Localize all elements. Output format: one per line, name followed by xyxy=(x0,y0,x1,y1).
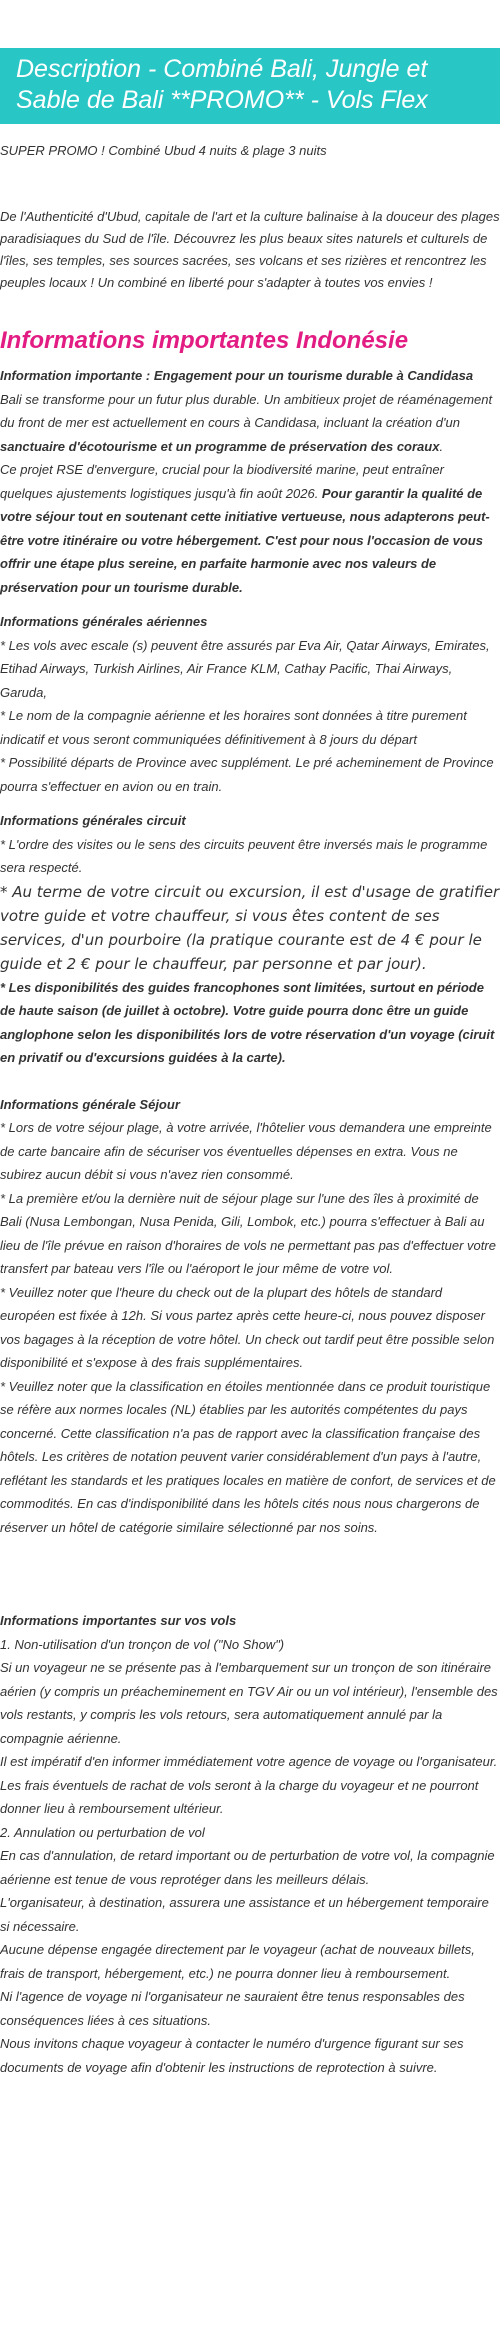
flights-line: 1. Non-utilisation d'un tronçon de vol ("No Show") xyxy=(0,1636,285,1652)
rse-text: Bali se transforme pour un futur plus durable. Un ambitieux projet de réaménagement du front de mer est actuellement en cours à Candidasa, incluant la création d'un xyxy=(0,391,493,430)
flights-line: Il est impératif d'en informer immédiatement votre agence de voyage ou l'organisateur. xyxy=(0,1754,498,1769)
flights-line: L'organisateur, à destination, assurera une assistance et un hébergement temporaire si nécessaire. xyxy=(0,1895,489,1934)
air-item: * Possibilité départs de Province avec supplément. Le pré acheminement de Province pourra s'effectuer en avion ou en train. xyxy=(0,755,494,794)
stay-block xyxy=(0,1093,500,1540)
section-title: Informations importantes Indonésie xyxy=(0,327,409,354)
circuit-tip: * Au terme de votre circuit ou excursion, il est d'usage de gratifier votre guide et votre chauffeur, si vous êtes content de ses services, d'un pourboire (la pratique courante est de 4 € pour le guide et 2 € pour le chauffeur, par personne et par jour). xyxy=(0,882,500,973)
circuit-heading: Informations générales circuit xyxy=(0,813,186,828)
circuit-item: * L'ordre des visites ou le sens des circuits peuvent être inversés mais le programme sera respecté. xyxy=(0,836,488,875)
stay-item: * Veuillez noter que l'heure du check out de la plupart des hôtels de standard européen est fixée à 12h. Si vous partez après cette heure-ci, nous pouvez disposer vos bagages à la réception de votre hôtel. Un check out tardif peut être possible selon disponibilité et s'expose à des frais supplémentaires. xyxy=(0,1284,495,1370)
rse-highlight-2: Pour garantir la qualité de votre séjour tout en soutenant cette initiative vertueuse, nous adapterons peut-être votre itinéraire ou votre hébergement. C'est pour nous l'occasion de vous offrir une étape plus sereine, en parfaite harmonie avec nos valeurs de préservation pour un tourisme durable. xyxy=(0,485,490,595)
page xyxy=(0,48,500,2079)
stay-item: * Lors de votre séjour plage, à votre arrivée, l'hôtelier vous demandera une empreinte de carte bancaire afin de sécuriser vos éventuelles dépenses en extra. Vous ne subirez aucun débit si vous n'avez rien consommé. xyxy=(0,1120,492,1182)
stay-item: * Veuillez noter que la classification en étoiles mentionnée dans ce produit touristique se réfère aux normes locales (NL) établies par les autorités compétentes du pays concerné. Cette classification n'a pas de rapport avec la classification française des hôtels. Les critères de notation peuvent varier considérablement d'un pays à l'autre, reflétant les standards et les pratiques locales en matière de confort, de services et de commodités. En cas d'indisponibilité dans les hôtels cités nous nous chargerons de réserver un hôtel de catégorie similaire sélectionné par nos soins. xyxy=(0,1378,496,1535)
flights-line: Aucune dépense engagée directement par le voyageur (achat de nouveaux billets, frais de transport, hébergement, etc.) ne pourra donner lieu à remboursement. xyxy=(0,1942,475,1981)
circuit-block xyxy=(0,809,500,1070)
flights-heading: Informations importantes sur vos vols xyxy=(0,1613,237,1628)
flights-line: Si un voyageur ne se présente pas à l'embarquement sur un tronçon de son itinéraire aérien (y compris un préacheminement en TGV Air ou un vol intérieur), l'ensemble des vols restants, y compris les vols retours, sera automatiquement annulé par la compagnie aérienne. xyxy=(0,1660,498,1746)
air-item: * Les vols avec escale (s) peuvent être assurés par Eva Air, Qatar Airways, Emirates, Etihad Airways, Turkish Airlines, Air France KLM, Cathay Pacific, Thai Airways, Garuda, xyxy=(0,637,490,700)
intro-tagline: SUPER PROMO ! Combiné Ubud 4 nuits & plage 3 nuits xyxy=(0,143,327,158)
air-heading: Informations générales aériennes xyxy=(0,614,208,629)
rse-paragraph-2 xyxy=(0,458,500,599)
air-block xyxy=(0,610,500,798)
flights-line: Les frais éventuels de rachat de vols seront à la charge du voyageur et ne pourront donner lieu à remboursement ultérieur. xyxy=(0,1777,479,1816)
rse-text-end: . xyxy=(439,438,444,454)
rse-block xyxy=(0,364,500,599)
page-title: Description - Combiné Bali, Jungle et Sable de Bali **PROMO** - Vols Flex xyxy=(0,48,500,124)
flights-line: Nous invitons chaque voyageur à contacter le numéro d'urgence figurant sur ses documents de voyage afin d'obtenir les instructions de reprotection à suivre. xyxy=(0,2036,464,2075)
stay-item: * La première et/ou la dernière nuit de séjour plage sur l'une des îles à proximité de Bali (Nusa Lembongan, Nusa Penida, Gili, Lombok, etc.) pourra s'effectuer à Bali au lieu de l'île prévue en raison d'horaires de vols ne permettant pas pas d'effectuer votre transfert par bateau vers l'île ou l'aéroport le jour même de votre vol. xyxy=(0,1190,496,1276)
content xyxy=(0,140,500,2079)
rse-heading: Information importante : Engagement pour un tourisme durable à Candidasa xyxy=(0,368,474,383)
air-item: * Le nom de la compagnie aérienne et les horaires sont données à titre purement indicatif et vous seront communiquées définitivement à 8 jours du départ xyxy=(0,708,467,747)
rse-highlight: sanctuaire d'écotourisme et un programme de préservation des coraux xyxy=(0,438,440,454)
circuit-guides: * Les disponibilités des guides francophones sont limitées, surtout en période de haute saison (de juillet à octobre). Votre guide pourra donc être un guide anglophone selon les disponibilités lors de votre réservation d'un voyage (ciruit en privatif ou d'excursions guidées à la carte). xyxy=(0,979,495,1065)
intro xyxy=(0,140,500,294)
rse-text-2: Ce projet RSE d'envergure, crucial pour la biodiversité marine, peut entraîner quelques ajustements logistiques jusqu'à fin août 2026. xyxy=(0,462,444,501)
flights-block xyxy=(0,1609,500,2079)
flights-line: 2. Annulation ou perturbation de vol xyxy=(0,1824,205,1840)
flights-line: Ni l'agence de voyage ni l'organisateur ne sauraient être tenus responsables des conséquences liées à ces situations. xyxy=(0,1989,465,2028)
flights-line: En cas d'annulation, de retard important ou de perturbation de votre vol, la compagnie aérienne est tenue de vous reprotéger dans les meilleurs délais. xyxy=(0,1848,495,1887)
stay-heading: Informations générale Séjour xyxy=(0,1096,180,1112)
rse-paragraph-1 xyxy=(0,388,500,459)
intro-description: De l'Authenticité d'Ubud, capitale de l'art et la culture balinaise à la douceur des plages paradisiaques du Sud de l'île. Découvrez les plus beaux sites naturels et culturels de l'îles, ses temples, ses sources sacrées, ses volcans et ses rizières et rencontrez les peuples locaux ! Un combiné en liberté pour s'adapter à toutes vos envies ! xyxy=(0,209,500,290)
